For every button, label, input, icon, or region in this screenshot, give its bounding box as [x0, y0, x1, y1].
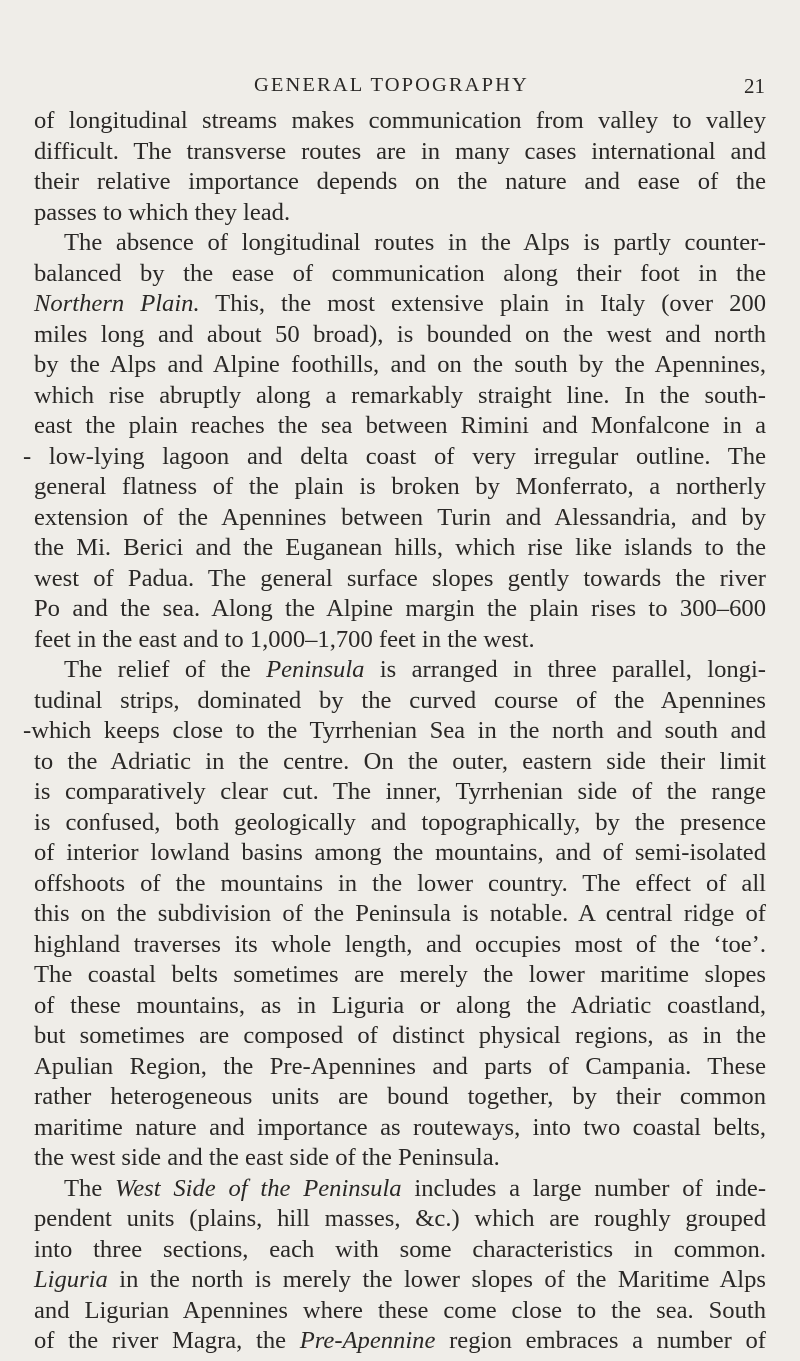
text-run: which rise abruptly along a remarkably straight line. In the south- — [34, 381, 766, 409]
text-line — [34, 991, 766, 1022]
text-line — [34, 1204, 766, 1235]
text-line — [34, 1235, 766, 1266]
text-line — [23, 442, 766, 473]
text-run: feet in the east and to 1,000–1,700 feet in the west. — [34, 625, 535, 653]
text-run: into three sections, each with some characteristics in common. — [34, 1235, 766, 1263]
text-run: of interior lowland basins among the mountains, and of semi-isolated — [34, 839, 766, 866]
text-line — [34, 289, 766, 320]
text-run: This, the most extensive plain in Italy (over 200 — [199, 290, 766, 317]
text-run: tudinal strips, dominated by the curved course of the Apennines — [34, 686, 766, 714]
text-line — [34, 808, 766, 839]
text-run: pendent units (plains, hill masses, &c.) which are roughly grouped — [34, 1205, 766, 1232]
text-run: west of Padua. The general surface slopes gently towards the river — [34, 564, 766, 592]
text-line — [34, 655, 766, 686]
text-line — [34, 747, 766, 778]
text-run: to the Adriatic in the centre. On the outer, eastern side their limit — [34, 747, 766, 775]
text-run: extension of the Apennines between Turin and Alessandria, and by — [34, 503, 766, 531]
text-run: The relief of the — [64, 656, 267, 683]
text-run: The — [64, 1174, 116, 1202]
text-line — [34, 960, 766, 991]
text-run: their relative importance depends on the nature and ease of the — [34, 168, 766, 195]
text-run: the west side and the east side of the Peninsula. — [34, 1144, 500, 1171]
text-run: of longitudinal streams makes communication from valley to valley — [34, 107, 766, 134]
italic-text: Peninsula — [266, 656, 365, 683]
text-line — [34, 594, 766, 625]
text-run: Apulian Region, the Pre-Apennines and parts of Campania. These — [34, 1052, 766, 1080]
text-line — [34, 686, 766, 717]
text-run: offshoots of the mountains in the lower country. The effect of all — [34, 869, 766, 897]
italic-text: Pre-Apennine — [299, 1327, 436, 1354]
text-line — [34, 167, 766, 198]
text-run: passes to which they lead. — [34, 198, 291, 226]
text-line — [34, 320, 766, 351]
text-run: is confused, both geologically and topographically, by the presence — [34, 808, 766, 836]
text-line — [34, 259, 766, 290]
text-line — [23, 716, 766, 747]
text-line — [34, 1052, 766, 1083]
text-run: is comparatively clear cut. The inner, Tyrrhenian side of the range — [34, 778, 766, 805]
text-run: by the Alps and Alpine foothills, and on the south by the Apennines, — [34, 351, 766, 378]
text-run: maritime nature and importance as routeways, into two coastal belts, — [34, 1113, 766, 1141]
text-line — [34, 1113, 766, 1144]
text-line — [34, 869, 766, 900]
text-line — [34, 1265, 766, 1296]
italic-text: Northern Plain. — [34, 290, 200, 317]
text-line — [34, 1143, 766, 1174]
text-line — [34, 228, 766, 259]
text-line — [34, 777, 766, 808]
text-run: and Ligurian Apennines where these come close to the sea. South — [34, 1296, 766, 1324]
text-run: -which keeps close to the Tyrrhenian Sea in the north and south and — [23, 717, 766, 744]
text-run: rather heterogeneous units are bound together, by their common — [34, 1083, 766, 1110]
text-line — [34, 838, 766, 869]
text-line — [34, 1021, 766, 1052]
text-line — [34, 137, 766, 168]
text-line — [34, 411, 766, 442]
text-run: of the river Magra, the — [34, 1327, 300, 1354]
text-run: the Mi. Berici and the Euganean hills, which rise like islands to the — [34, 534, 766, 561]
text-line — [34, 930, 766, 961]
text-run: highland traverses its whole length, and occupies most of the ‘toe’. — [34, 930, 766, 958]
text-line — [34, 350, 766, 381]
text-run: is arranged in three parallel, longi- — [364, 656, 766, 683]
text-line — [34, 1082, 766, 1113]
text-line — [34, 564, 766, 595]
text-run: of these mountains, as in Liguria or along the Adriatic coastland, — [34, 991, 766, 1019]
text-run: Po and the sea. Along the Alpine margin the plain rises to 300–600 — [34, 595, 766, 622]
text-run: The coastal belts sometimes are merely the lower maritime slopes — [34, 961, 766, 988]
text-run: general flatness of the plain is broken by Monferrato, a northerly — [34, 473, 766, 500]
running-head-title: GENERAL TOPOGRAPHY — [254, 74, 529, 96]
text-run: but sometimes are composed of distinct physical regions, as in the — [34, 1022, 766, 1049]
text-run: miles long and about 50 broad), is bounded on the west and north — [34, 320, 766, 348]
text-run: this on the subdivision of the Peninsula is notable. A central ridge of — [34, 900, 766, 927]
text-line — [34, 472, 766, 503]
body-text — [23, 106, 767, 1357]
text-line — [34, 533, 766, 564]
text-run: in the north is merely the lower slopes of the Maritime Alps — [107, 1266, 766, 1293]
italic-text: Liguria — [34, 1266, 108, 1293]
text-run: region embraces a number of — [435, 1327, 766, 1354]
text-run: east the plain reaches the sea between Rimini and Monfalcone in a — [34, 412, 766, 439]
text-run: balanced by the ease of communication along their foot in the — [34, 259, 766, 287]
text-run: - low-lying lagoon and delta coast of very irregular outline. The — [23, 442, 766, 470]
text-line — [34, 198, 766, 229]
text-run: includes a large number of inde- — [401, 1174, 767, 1202]
text-run: The absence of longitudinal routes in the Alps is partly counter- — [64, 229, 766, 256]
text-line — [34, 381, 766, 412]
text-line — [34, 1296, 766, 1327]
text-line — [34, 106, 766, 137]
page-number: 21 — [744, 74, 765, 98]
text-line — [34, 899, 766, 930]
text-line — [34, 1326, 766, 1357]
text-run: difficult. The transverse routes are in many cases international and — [34, 137, 766, 165]
text-line — [34, 503, 766, 534]
italic-text: West Side of the Peninsula — [115, 1174, 402, 1202]
text-line — [34, 1174, 766, 1205]
text-line — [34, 625, 766, 656]
running-head — [0, 74, 800, 104]
